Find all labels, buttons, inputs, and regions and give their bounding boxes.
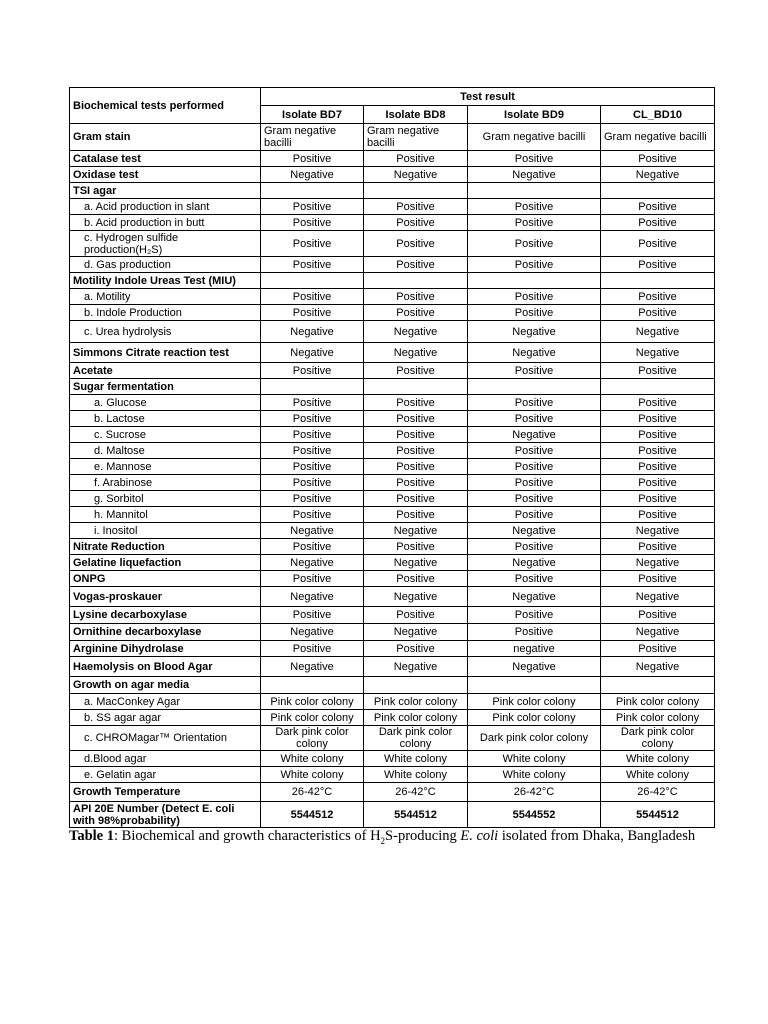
result-cell: Positive (601, 305, 715, 321)
result-cell: Negative (261, 555, 364, 571)
result-cell: Positive (601, 257, 715, 273)
result-cell: Positive (261, 305, 364, 321)
corner-header: Biochemical tests performed (70, 88, 261, 124)
table-row (70, 183, 715, 199)
table-row (70, 124, 715, 151)
result-cell: 26-42°C (364, 783, 468, 802)
table-caption (69, 827, 709, 851)
result-cell: Positive (601, 363, 715, 379)
table-row (70, 459, 715, 475)
result-cell: Positive (468, 475, 601, 491)
result-cell (261, 273, 364, 289)
result-cell: Pink color colony (468, 694, 601, 710)
result-cell: Positive (364, 539, 468, 555)
result-cell: Positive (601, 395, 715, 411)
result-cell: Positive (468, 607, 601, 624)
result-cell (468, 677, 601, 694)
table-row (70, 641, 715, 657)
result-cell: Positive (468, 305, 601, 321)
biochemical-results-table (69, 87, 715, 828)
result-cell: Pink color colony (601, 694, 715, 710)
result-cell: Positive (261, 459, 364, 475)
table-row (70, 443, 715, 459)
result-cell: Positive (364, 459, 468, 475)
result-cell: Negative (601, 624, 715, 641)
table-row (70, 231, 715, 257)
result-cell: Positive (468, 539, 601, 555)
result-cell: White colony (364, 767, 468, 783)
row-label: d.Blood agar (70, 751, 261, 767)
table-row (70, 607, 715, 624)
row-label: i. Inositol (70, 523, 261, 539)
row-label: ONPG (70, 571, 261, 587)
result-cell: Positive (364, 215, 468, 231)
table-row (70, 767, 715, 783)
result-cell: Positive (364, 257, 468, 273)
row-label: Ornithine decarboxylase (70, 624, 261, 641)
result-cell: Positive (601, 411, 715, 427)
row-label: Simmons Citrate reaction test (70, 343, 261, 363)
result-cell (364, 677, 468, 694)
result-cell: Positive (364, 641, 468, 657)
result-cell: Positive (261, 507, 364, 523)
result-cell: Positive (601, 539, 715, 555)
row-label: a. Acid production in slant (70, 199, 261, 215)
table-row (70, 587, 715, 607)
result-cell: Positive (468, 411, 601, 427)
result-cell (601, 379, 715, 395)
table-row (70, 305, 715, 321)
result-cell: Positive (364, 607, 468, 624)
result-cell: Positive (364, 151, 468, 167)
result-cell: Dark pink color colony (468, 726, 601, 751)
result-cell: Negative (261, 587, 364, 607)
result-cell: Negative (364, 624, 468, 641)
row-label: Vogas-proskauer (70, 587, 261, 607)
row-label: Growth on agar media (70, 677, 261, 694)
result-cell: White colony (261, 751, 364, 767)
table-row (70, 726, 715, 751)
row-label: e. Gelatin agar (70, 767, 261, 783)
table-row (70, 802, 715, 828)
row-label: a. Motility (70, 289, 261, 305)
result-cell: Positive (468, 395, 601, 411)
table-row (70, 571, 715, 587)
result-cell: Positive (261, 257, 364, 273)
result-cell: Positive (261, 539, 364, 555)
result-cell: White colony (364, 751, 468, 767)
result-cell (261, 677, 364, 694)
row-label: c. Sucrose (70, 427, 261, 443)
result-cell: Negative (364, 555, 468, 571)
row-label: a. MacConkey Agar (70, 694, 261, 710)
row-label: c. CHROMagar™ Orientation (70, 726, 261, 751)
table-body (70, 124, 715, 828)
column-header: Isolate BD7 (261, 106, 364, 124)
result-cell: Positive (364, 289, 468, 305)
result-cell: Pink color colony (601, 710, 715, 726)
result-cell: Positive (364, 363, 468, 379)
result-cell: White colony (601, 751, 715, 767)
result-cell: Positive (468, 363, 601, 379)
result-cell: Positive (261, 491, 364, 507)
result-cell: Positive (601, 215, 715, 231)
row-label: c. Hydrogen sulfide production(H₂S) (70, 231, 261, 257)
table-row (70, 273, 715, 289)
result-cell (364, 273, 468, 289)
result-cell: Positive (601, 571, 715, 587)
row-label: Catalase test (70, 151, 261, 167)
result-cell: Positive (601, 641, 715, 657)
result-cell: Positive (468, 571, 601, 587)
result-cell: Negative (468, 587, 601, 607)
result-cell: Positive (468, 257, 601, 273)
row-label: b. Lactose (70, 411, 261, 427)
table-row (70, 411, 715, 427)
column-header: CL_BD10 (601, 106, 715, 124)
row-label: TSI agar (70, 183, 261, 199)
result-cell: White colony (601, 767, 715, 783)
result-cell: Positive (468, 231, 601, 257)
result-cell: Dark pink color colony (601, 726, 715, 751)
result-cell: Positive (468, 443, 601, 459)
result-cell: Positive (261, 607, 364, 624)
table-row (70, 151, 715, 167)
result-cell: Positive (468, 151, 601, 167)
result-cell (468, 379, 601, 395)
row-label: b. SS agar agar (70, 710, 261, 726)
result-cell: Positive (468, 491, 601, 507)
table-row (70, 539, 715, 555)
result-cell: Positive (364, 427, 468, 443)
result-cell: Positive (364, 411, 468, 427)
result-cell: Positive (364, 571, 468, 587)
result-cell: Positive (601, 491, 715, 507)
result-cell: Gram negative bacilli (601, 124, 715, 151)
row-label: f. Arabinose (70, 475, 261, 491)
result-cell (601, 183, 715, 199)
row-label: Nitrate Reduction (70, 539, 261, 555)
result-cell: 5544512 (261, 802, 364, 828)
result-cell: Positive (261, 199, 364, 215)
table-row (70, 363, 715, 379)
result-cell: Positive (601, 151, 715, 167)
result-cell: 26-42°C (601, 783, 715, 802)
result-cell: Negative (601, 523, 715, 539)
result-cell: Positive (261, 231, 364, 257)
table-row (70, 343, 715, 363)
result-cell: Positive (364, 395, 468, 411)
result-cell: Positive (601, 427, 715, 443)
result-cell: Positive (468, 199, 601, 215)
result-cell: Negative (601, 343, 715, 363)
result-cell: Gram negative bacilli (261, 124, 364, 151)
result-cell: Negative (601, 167, 715, 183)
table-row (70, 751, 715, 767)
row-label: c. Urea hydrolysis (70, 321, 261, 343)
table-row (70, 694, 715, 710)
result-cell: Pink color colony (261, 710, 364, 726)
result-cell: Positive (261, 395, 364, 411)
result-cell: Negative (364, 523, 468, 539)
table-row (70, 167, 715, 183)
result-cell: Negative (261, 321, 364, 343)
result-cell: Negative (364, 167, 468, 183)
column-header: Isolate BD9 (468, 106, 601, 124)
result-cell: Dark pink color colony (261, 726, 364, 751)
table-row (70, 507, 715, 523)
result-cell: Positive (601, 289, 715, 305)
result-cell: White colony (468, 767, 601, 783)
result-cell: Positive (261, 571, 364, 587)
result-cell: 26-42°C (468, 783, 601, 802)
result-cell: negative (468, 641, 601, 657)
table-row (70, 555, 715, 571)
row-label: Gelatine liquefaction (70, 555, 261, 571)
result-cell: Negative (601, 657, 715, 677)
row-label: b. Indole Production (70, 305, 261, 321)
result-cell: Positive (261, 475, 364, 491)
table-row (70, 395, 715, 411)
result-cell (601, 677, 715, 694)
result-cell: Positive (261, 289, 364, 305)
caption-text: isolated from Dhaka, Bangladesh (498, 828, 696, 844)
result-cell: Positive (601, 475, 715, 491)
result-cell: Positive (468, 624, 601, 641)
row-label: Growth Temperature (70, 783, 261, 802)
result-cell: Positive (601, 507, 715, 523)
table-row (70, 379, 715, 395)
result-cell: Negative (261, 657, 364, 677)
table-row (70, 523, 715, 539)
result-cell: Negative (468, 555, 601, 571)
result-cell: Positive (261, 215, 364, 231)
result-cell (468, 273, 601, 289)
table-row (70, 710, 715, 726)
table-row (70, 657, 715, 677)
result-cell: White colony (261, 767, 364, 783)
result-cell: Positive (364, 491, 468, 507)
row-label: g. Sorbitol (70, 491, 261, 507)
row-label: Oxidase test (70, 167, 261, 183)
result-cell: Positive (601, 459, 715, 475)
result-cell: Negative (468, 343, 601, 363)
row-label: Gram stain (70, 124, 261, 151)
table-row (70, 289, 715, 305)
result-cell (364, 183, 468, 199)
group-header: Test result (261, 88, 715, 106)
result-cell: Positive (468, 289, 601, 305)
table-row (70, 475, 715, 491)
table-row (70, 677, 715, 694)
result-cell: Positive (601, 443, 715, 459)
row-label: Acetate (70, 363, 261, 379)
result-cell: Negative (364, 321, 468, 343)
result-cell: Positive (261, 443, 364, 459)
row-label: b. Acid production in butt (70, 215, 261, 231)
caption-label: Table 1 (69, 828, 114, 844)
result-cell: Negative (468, 321, 601, 343)
result-cell: Pink color colony (364, 710, 468, 726)
result-cell: Positive (364, 199, 468, 215)
result-cell: Positive (261, 363, 364, 379)
result-cell: 5544512 (601, 802, 715, 828)
table-row (70, 199, 715, 215)
table-row (70, 624, 715, 641)
row-label: a. Glucose (70, 395, 261, 411)
result-cell: Gram negative bacilli (468, 124, 601, 151)
column-header: Isolate BD8 (364, 106, 468, 124)
row-label: Arginine Dihydrolase (70, 641, 261, 657)
result-cell: Negative (601, 321, 715, 343)
caption-text: : Biochemical and growth characteristics of H (114, 828, 381, 844)
result-cell: Positive (261, 411, 364, 427)
result-cell: Negative (364, 657, 468, 677)
table-row (70, 783, 715, 802)
result-cell: Positive (261, 427, 364, 443)
result-cell: Dark pink color colony (364, 726, 468, 751)
result-cell: 26-42°C (261, 783, 364, 802)
result-cell: 5544552 (468, 802, 601, 828)
result-cell: Positive (364, 443, 468, 459)
row-label: Lysine decarboxylase (70, 607, 261, 624)
result-cell: Gram negative bacilli (364, 124, 468, 151)
result-cell: Positive (601, 607, 715, 624)
result-cell: Negative (261, 167, 364, 183)
table-row (70, 215, 715, 231)
result-cell: Positive (601, 231, 715, 257)
result-cell (261, 379, 364, 395)
result-cell: Negative (364, 587, 468, 607)
result-cell: Positive (364, 507, 468, 523)
result-cell: Positive (468, 459, 601, 475)
result-cell (601, 273, 715, 289)
result-cell (364, 379, 468, 395)
result-cell: Negative (364, 343, 468, 363)
result-cell: Negative (468, 657, 601, 677)
result-cell: Negative (261, 523, 364, 539)
table-row (70, 427, 715, 443)
result-cell: Pink color colony (364, 694, 468, 710)
result-cell: Negative (468, 427, 601, 443)
result-cell: Pink color colony (261, 694, 364, 710)
result-cell: Positive (364, 305, 468, 321)
table-row (70, 257, 715, 273)
caption-text: S-producing (385, 828, 461, 844)
table-row (70, 491, 715, 507)
row-label: Sugar fermentation (70, 379, 261, 395)
result-cell: Negative (261, 343, 364, 363)
row-label: Motility Indole Ureas Test (MIU) (70, 273, 261, 289)
row-label: Haemolysis on Blood Agar (70, 657, 261, 677)
row-label: API 20E Number (Detect E. coli with 98%probability) (70, 802, 261, 828)
result-cell: Positive (261, 641, 364, 657)
result-cell: Positive (261, 151, 364, 167)
result-cell: Pink color colony (468, 710, 601, 726)
row-label: h. Mannitol (70, 507, 261, 523)
row-label: d. Gas production (70, 257, 261, 273)
row-label: d. Maltose (70, 443, 261, 459)
result-cell (261, 183, 364, 199)
result-cell: Negative (261, 624, 364, 641)
result-cell: Positive (601, 199, 715, 215)
result-cell: 5544512 (364, 802, 468, 828)
result-cell (468, 183, 601, 199)
result-cell: Positive (364, 231, 468, 257)
caption-organism: E. coli (460, 828, 499, 844)
result-cell: Positive (468, 507, 601, 523)
row-label: e. Mannose (70, 459, 261, 475)
result-cell: Negative (601, 587, 715, 607)
result-cell: White colony (468, 751, 601, 767)
result-cell: Positive (364, 475, 468, 491)
result-cell: Negative (468, 523, 601, 539)
result-cell: Negative (468, 167, 601, 183)
table-row (70, 321, 715, 343)
result-cell: Negative (601, 555, 715, 571)
caption-subscript: 2 (380, 835, 386, 846)
result-cell: Positive (468, 215, 601, 231)
